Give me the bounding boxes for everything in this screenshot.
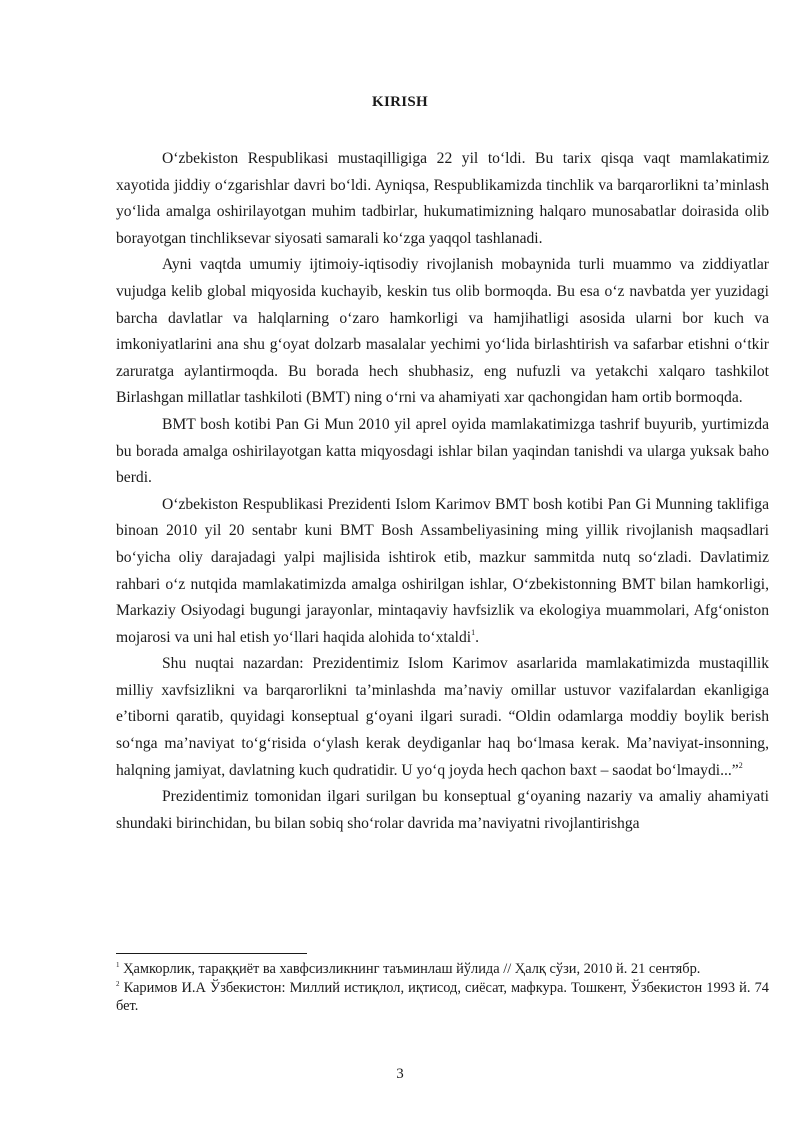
paragraph-3 (116, 412, 769, 492)
footnote-divider (116, 953, 307, 954)
footnote-mark: 1 (116, 961, 120, 969)
footnote-2 (116, 980, 769, 1015)
footnote-1 (116, 961, 769, 978)
footnote-text: Ҳамкорлик, тараққиёт ва хавфсизликнинг таъминлаш йўлида // Ҳалқ сўзи, 2010 й. 21 сентябр. (123, 961, 701, 977)
body-text (116, 146, 769, 837)
footnote-mark: 2 (116, 980, 120, 989)
paragraph-2 (116, 252, 769, 412)
paragraph-text: O‘zbekiston Respublikasi mustaqilligiga 22 yil to‘ldi. Bu tarix qisqa vaqt mamlakatimiz xayotida jiddiy o‘zgarishlar davri bo‘ldi. Ayniqsa, Respublikamizda tinchlik va barqarorlikni ta’minlash yo‘lida amalga oshirilayotgan muhim tadbirlar, hukumatimizning halqaro munosabatlar doirasida olib borayotgan tinchliksevar siyosati samarali ko‘zga yaqqol tashlanadi. (116, 150, 769, 247)
paragraph-5 (116, 651, 769, 784)
footnotes (116, 961, 769, 1017)
paragraph-text: BMT bosh kotibi Pan Gi Mun 2010 yil aprel oyida mamlakatimizga tashrif buyurib, yurtimizda bu borada amalga oshirilayotgan katta miqyosdagi ishlar bilan yaqindan tanishdi va ularga yuksak baho berdi. (116, 415, 769, 487)
page-number: 3 (396, 1066, 404, 1082)
paragraph-text: Prezidentimiz tomonidan ilgari surilgan bu konseptual g‘oyaning nazariy va amaliy ahamiyati shundaki birinchidan, bu bilan sobiq sho‘rolar davrida ma’naviyatni rivojlantirishga (116, 788, 769, 832)
footnote-text: Каримов И.А Ўзбекистон: Миллий истиқлол, иқтисод, сиёсат, мафкура. Тошкент, Ўзбекистон 1993 й. 74 бет. (116, 980, 769, 1014)
paragraph-4 (116, 492, 769, 652)
footnote-reference[interactable]: 1 (471, 627, 476, 637)
footnote-reference[interactable]: 2 (738, 760, 743, 770)
page-title: KIRISH (372, 94, 428, 110)
paragraph-tail: . (475, 628, 480, 646)
paragraph-text: Shu nuqtai nazardan: Prezidentimiz Islom Karimov asarlarida mamlakatimizda mustaqillik milliy xavfsizlikni va barqarorlikni ta’minlashda ma’naviy omillar ustuvor vazifalardan ekanligiga e’tiborni qaratib, quyidagi konseptual g‘oyani ilgari suradi. “Oldin odamlarga moddiy boylik berish so‘nga ma’naviyat to‘g‘risida o‘ylash kerak deydiganlar haq bo‘lmasa kerak. Ma’naviyat-insonning, halqning jamiyat, davlatning kuch qudratidir. U yo‘q joyda hech qachon baxt – saodat bo‘lmaydi...” (116, 655, 769, 779)
paragraph-6 (116, 784, 769, 837)
paragraph-text: O‘zbekiston Respublikasi Prezidenti Islom Karimov BMT bosh kotibi Pan Gi Munning taklifiga binoan 2010 yil 20 sentabr kuni BMT Bosh Assambeliyasining ming yillik rivojlanish maqsadlari bo‘yicha oliy darajadagi yalpi majlisida ishtirok etib, mazkur sammitda nutq so‘zladi. Davlatimiz rahbari o‘z nutqida mamlakatimizda amalga oshirilgan ishlar, O‘zbekistonning BMT bilan hamkorligi, Markaziy Osiyodagi bugungi jarayonlar, mintaqaviy havfsizlik va ekologiya muammolari, Afg‘oniston mojarosi va uni hal etish yo‘llari haqida alohida to‘xtaldi (116, 495, 769, 646)
paragraph-text: Ayni vaqtda umumiy ijtimoiy-iqtisodiy rivojlanish mobaynida turli muammo va ziddiyatlar vujudga kelib global miqyosida kuchayib, keskin tus olib bormoqda. Bu esa o‘z navbatda yer yuzidagi barcha davlatlar va halqlarning o‘zaro hamkorligi va hamjihatligi asosida ularni bor kuch va imkoniyatlarini ana shu g‘oyat dolzarb masalalar yechimi yo‘lida birlashtirish va safarbar etishni o‘tkir zaruratga aylantirmoqda. Bu borada hech shubhasiz, eng nufuzli va yetakchi xalqaro tashkilot Birlashgan millatlar tashkiloti (BMT) ning o‘rni va ahamiyati xar qachongidan ham ortib bormoqda. (116, 256, 769, 407)
paragraph-1 (116, 146, 769, 252)
